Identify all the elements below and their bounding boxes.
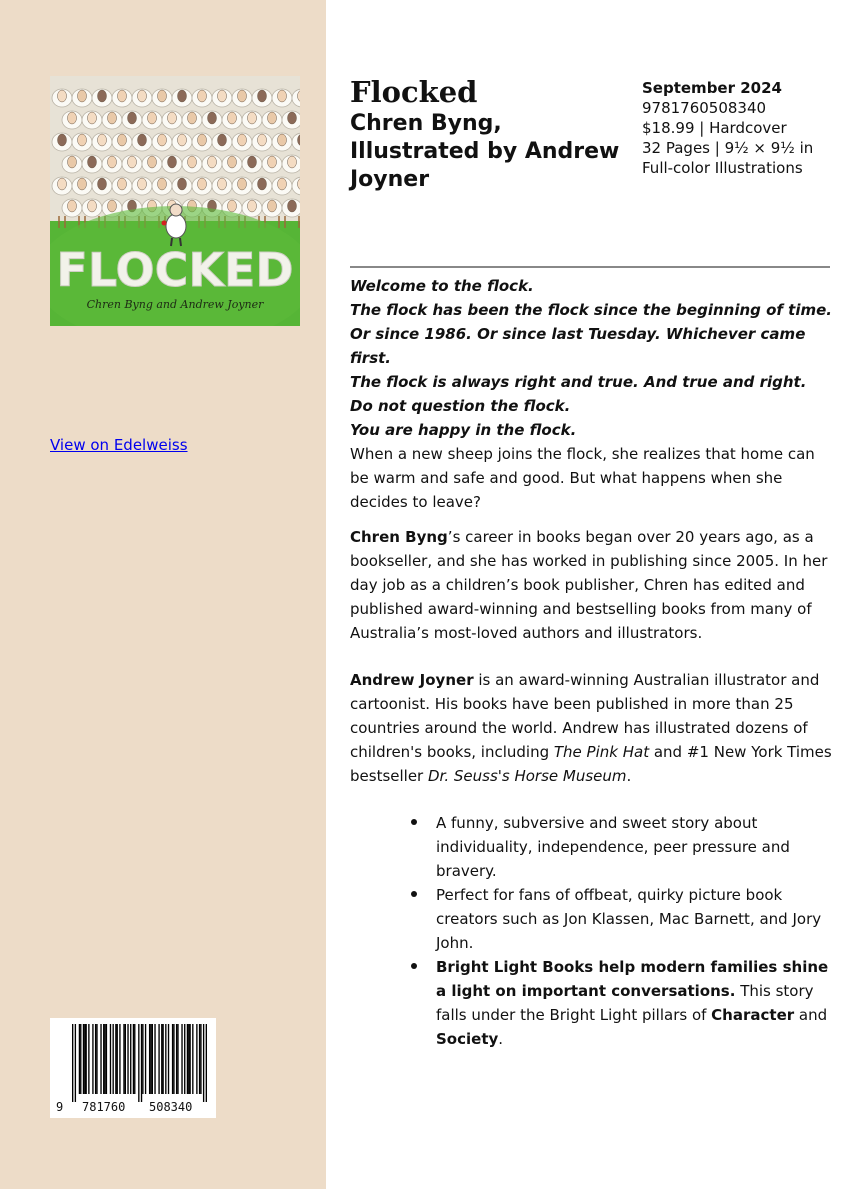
illustrator-bio-text: and #1 New York Times bestseller [350,743,832,785]
book-description [350,442,832,514]
book-reference: The Pink Hat [553,743,650,761]
book-title: Flocked [350,75,478,109]
description-text: When a new sheep joins the flock, she realizes that home can be warm and safe and good. But what happens when she decides to leave? [350,445,815,511]
illustrator-bio-text: is an award-winning Australian illustrator and cartoonist. His books have been published in more than 25 countries around the world. Andrew has illustrated dozens of children's books, including [350,671,820,761]
tagline-line: Welcome to the flock. [350,277,534,295]
illustrator-name: Andrew Joyner [350,671,474,689]
publication-date: September 2024 [642,79,782,97]
tagline [350,274,832,442]
barcode-digit-prefix: 9 [56,1100,64,1114]
cover-title-art: FLOCKED [56,243,294,297]
selling-point-text: Perfect for fans of offbeat, quirky picture book creators such as Jon Klassen, Mac Barnett, and Jory John. [436,886,822,952]
barcode-digit-group-2: 508340 [149,1100,193,1114]
barcode-digits [50,1100,216,1116]
author-bio [350,525,832,645]
view-on-edelweiss-link[interactable]: View on Edelweiss [50,436,188,454]
cover-art [50,76,300,326]
tagline-line: The flock is always right and true. And true and right. [350,373,807,391]
sidebar [0,0,326,1189]
book-authors: Chren Byng, Illustrated by Andrew Joyner [350,111,620,192]
illustration-info: Full-color Illustrations [642,159,803,177]
selling-point-text: . [498,1030,504,1048]
selling-point-text: A funny, subversive and sweet story about individuality, independence, peer pressure and bravery. [436,814,790,880]
selling-point [436,955,836,1051]
illustrator-bio [350,668,832,788]
book-reference: Dr. Seuss's Horse Museum [428,767,627,785]
selling-points-list [436,811,836,1051]
pillar-society: Society [436,1030,499,1048]
selling-point [436,883,836,955]
tagline-line: The flock has been the flock since the beginning of time. [350,301,832,319]
cover-byline: Chren Byng and Andrew Joyner [86,298,264,311]
tagline-line: Do not question the flock. [350,397,571,415]
selling-point [436,811,836,883]
pages-size: 32 Pages | 9½ × 9½ in [642,139,814,157]
isbn: 9781760508340 [642,99,767,117]
price-format: $18.99 | Hardcover [642,119,787,137]
illustrator-bio-text: . [626,767,632,785]
book-metadata [642,78,832,178]
barcode-bars [50,1018,216,1102]
selling-point-bold: Bright Light Books help modern families shine a light on important conversations. [436,958,829,1000]
book-cover-image [50,76,300,326]
isbn-barcode [50,1018,216,1118]
barcode-digit-group-1: 781760 [82,1100,126,1114]
tagline-line: You are happy in the flock. [350,421,577,439]
author-name: Chren Byng [350,528,448,546]
selling-point-text: This story falls under the Bright Light pillars of [436,982,814,1024]
tagline-line: Or since 1986. Or since last Tuesday. Whichever came first. [350,325,806,367]
author-bio-text: ’s career in books began over 20 years ago, as a bookseller, and she has worked in publishing since 2005. In her day job as a children’s book publisher, Chren has edited and published award-winning and bestselling books from many of Australia’s most-loved authors and illustrators. [350,528,828,642]
selling-point-text: and [794,1006,828,1024]
divider [350,266,830,268]
pillar-character: Character [711,1006,795,1024]
